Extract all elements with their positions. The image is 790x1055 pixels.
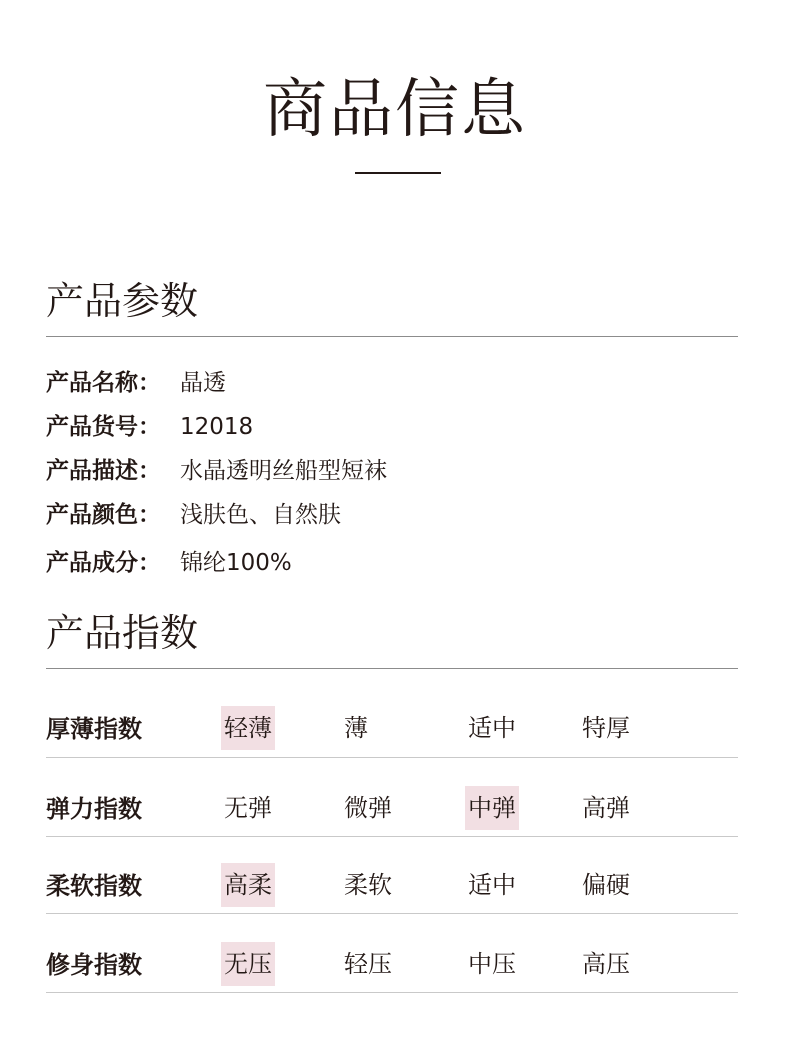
index-row-elasticity	[46, 784, 738, 834]
index-option: 偏硬	[582, 871, 630, 899]
index-row-fit	[46, 940, 738, 990]
param-value: 浅肤色、自然肤	[180, 502, 341, 528]
index-label: 修身指数	[46, 951, 142, 979]
index-label: 厚薄指数	[46, 715, 142, 743]
param-value: 12018	[180, 414, 254, 440]
index-option: 无弹	[224, 794, 272, 822]
page-title: 商品信息	[263, 73, 527, 147]
index-option: 特厚	[582, 714, 630, 742]
index-option-selected: 无压	[221, 942, 275, 986]
index-option: 适中	[468, 714, 516, 742]
index-option: 微弹	[344, 794, 392, 822]
params-heading: 产品参数	[46, 279, 199, 323]
param-label: 产品颜色：	[46, 502, 161, 528]
row-divider	[46, 992, 738, 993]
row-divider	[46, 757, 738, 758]
row-divider	[46, 913, 738, 914]
index-row-softness	[46, 861, 738, 911]
index-option: 高压	[582, 950, 630, 978]
params-divider	[46, 336, 738, 337]
index-option-selected: 高柔	[221, 863, 275, 907]
param-value: 晶透	[180, 370, 226, 396]
param-value: 水晶透明丝船型短袜	[180, 458, 387, 484]
param-value: 锦纶100%	[180, 550, 292, 576]
index-option-selected: 轻薄	[221, 706, 275, 750]
index-option: 适中	[468, 871, 516, 899]
indices-divider	[46, 668, 738, 669]
index-row-thickness	[46, 704, 738, 754]
index-option: 薄	[344, 714, 368, 742]
row-divider	[46, 836, 738, 837]
index-label: 柔软指数	[46, 872, 142, 900]
title-underline	[355, 172, 441, 174]
param-label: 产品成分：	[46, 550, 161, 576]
index-option: 轻压	[344, 950, 392, 978]
param-label: 产品描述：	[46, 458, 161, 484]
param-label: 产品货号：	[46, 414, 161, 440]
indices-heading: 产品指数	[46, 611, 199, 655]
param-label: 产品名称：	[46, 370, 161, 396]
index-option-selected: 中弹	[465, 786, 519, 830]
index-option: 中压	[468, 950, 516, 978]
index-label: 弹力指数	[46, 795, 142, 823]
index-option: 高弹	[582, 794, 630, 822]
index-option: 柔软	[344, 871, 392, 899]
